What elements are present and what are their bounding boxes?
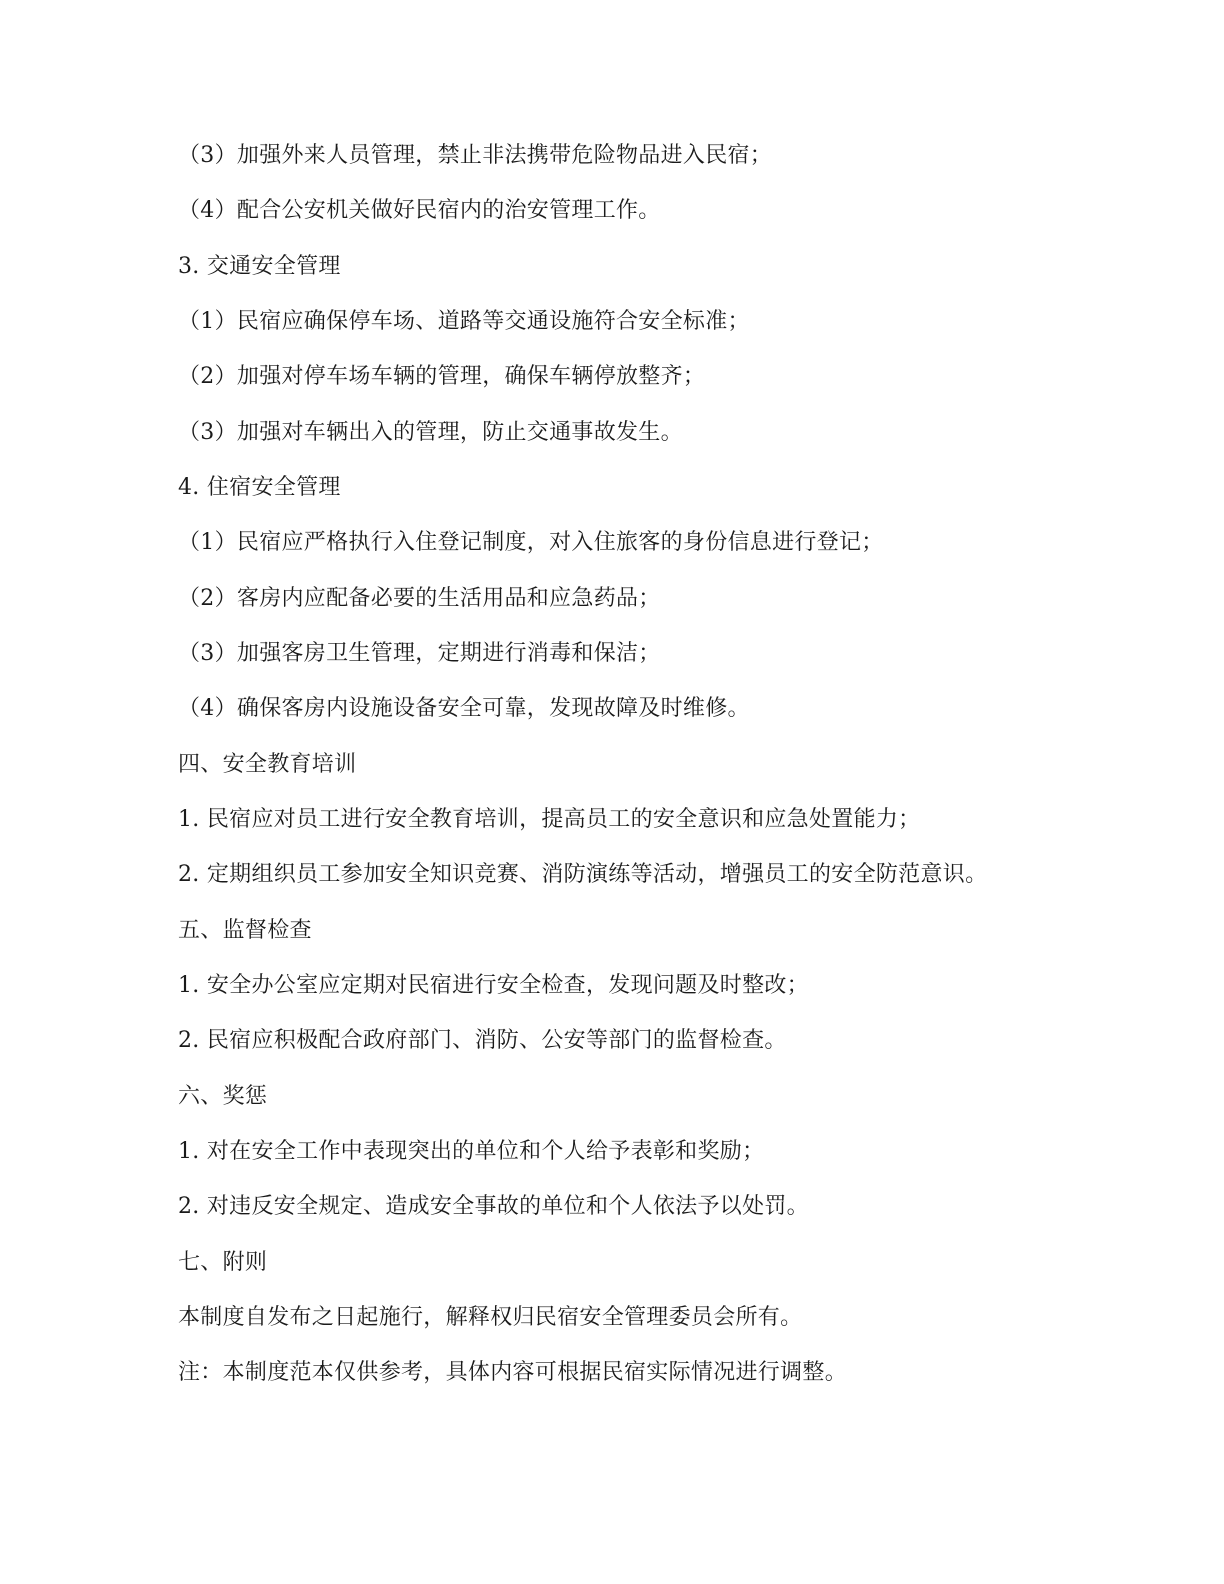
list-item-traffic-1: （1）民宿应确保停车场、道路等交通设施符合安全标准； xyxy=(178,309,750,334)
list-item-supervision-1: 1. 安全办公室应定期对民宿进行安全检查，发现问题及时整改； xyxy=(178,973,809,998)
list-item-training-2: 2. 定期组织员工参加安全知识竞赛、消防演练等活动，增强员工的安全防范意识。 xyxy=(178,862,988,887)
list-item-training-1: 1. 民宿应对员工进行安全教育培训，提高员工的安全意识和应急处置能力； xyxy=(178,807,921,832)
list-item-traffic-3: （3）加强对车辆出入的管理，防止交通事故发生。 xyxy=(178,420,683,445)
list-item-lodging-2: （2）客房内应配备必要的生活用品和应急药品； xyxy=(178,586,661,611)
list-item-supervision-2: 2. 民宿应积极配合政府部门、消防、公安等部门的监督检查。 xyxy=(178,1028,787,1053)
list-item-rewards-2: 2. 对违反安全规定、造成安全事故的单位和个人依法予以处罚。 xyxy=(178,1194,809,1219)
list-item-3-4: （4）配合公安机关做好民宿内的治安管理工作。 xyxy=(178,198,661,223)
section-heading-lodging-safety: 4. 住宿安全管理 xyxy=(178,475,341,500)
list-item-traffic-2: （2）加强对停车场车辆的管理，确保车辆停放整齐； xyxy=(178,364,706,389)
appendix-text: 本制度自发布之日起施行，解释权归民宿安全管理委员会所有。 xyxy=(178,1305,803,1330)
section-heading-traffic-safety: 3. 交通安全管理 xyxy=(178,254,341,279)
chapter-heading-rewards: 六、奖惩 xyxy=(178,1084,268,1109)
list-item-lodging-4: （4）确保客房内设施设备安全可靠，发现故障及时维修。 xyxy=(178,696,750,721)
note-text: 注：本制度范本仅供参考，具体内容可根据民宿实际情况进行调整。 xyxy=(178,1360,848,1385)
list-item-rewards-1: 1. 对在安全工作中表现突出的单位和个人给予表彰和奖励； xyxy=(178,1139,765,1164)
chapter-heading-supervision: 五、监督检查 xyxy=(178,918,312,943)
chapter-heading-training: 四、安全教育培训 xyxy=(178,752,357,777)
list-item-lodging-3: （3）加强客房卫生管理，定期进行消毒和保洁； xyxy=(178,641,661,666)
list-item-3-3: （3）加强外来人员管理，禁止非法携带危险物品进入民宿； xyxy=(178,143,773,168)
chapter-heading-appendix: 七、附则 xyxy=(178,1250,268,1275)
list-item-lodging-1: （1）民宿应严格执行入住登记制度，对入住旅客的身份信息进行登记； xyxy=(178,530,884,555)
